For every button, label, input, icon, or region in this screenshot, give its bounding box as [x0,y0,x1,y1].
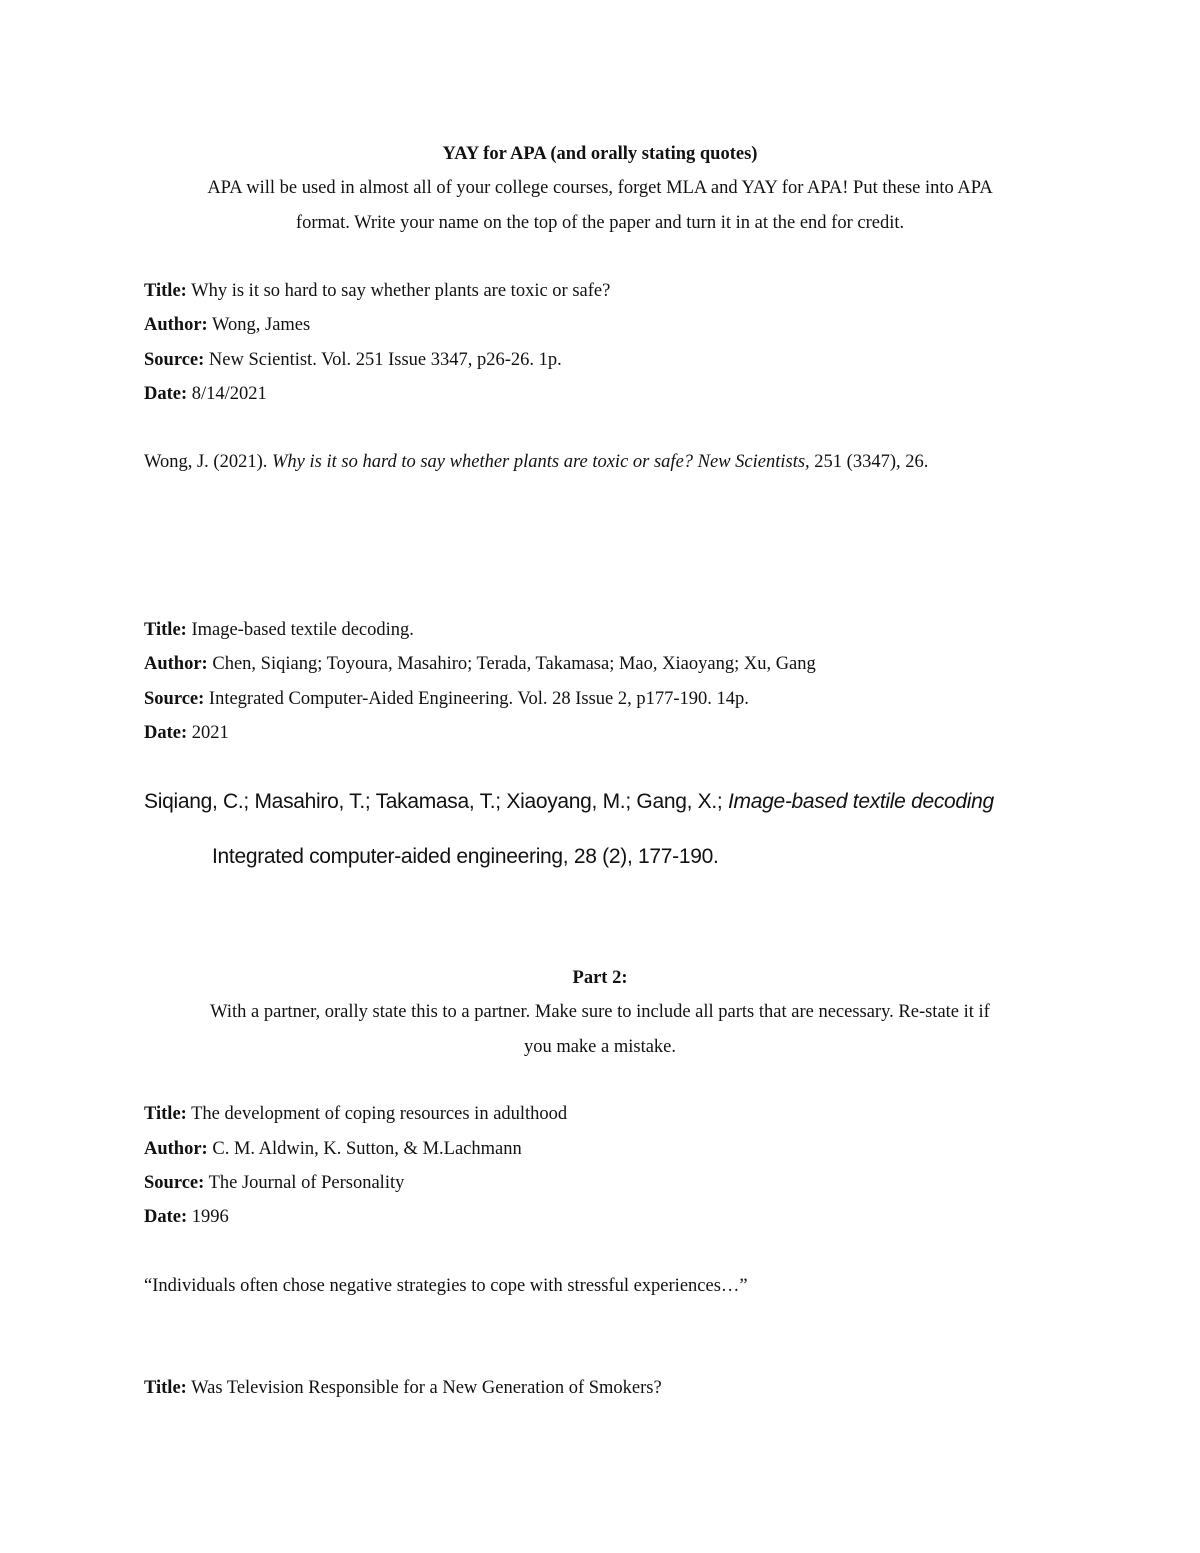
entry1-citation: Wong, J. (2021). Why is it so hard to say whether plants are toxic or safe? New Scientists, 251 (3347), 26. [144,452,929,472]
part2-line-1: With a partner, orally state this to a partner. Make sure to include all parts that are necessary. Re-state it if [210,1002,990,1022]
entry3-date: Date: 1996 [144,1207,229,1227]
entry2-title: Title: Image-based textile decoding. [144,620,414,640]
entry1-title: Title: Why is it so hard to say whether plants are toxic or safe? [144,281,611,301]
part2-line-2: you make a mistake. [523,1037,677,1057]
entry2-citation-line-1: Siqiang, C.; Masahiro, T.; Takamasa, T.; Xiaoyang, M.; Gang, X.; Image-based textile decoding [144,790,994,813]
entry1-author: Author: Wong, James [144,315,311,335]
entry3-source: Source: The Journal of Personality [144,1173,405,1193]
entry2-author: Author: Chen, Siqiang; Toyoura, Masahiro; Terada, Takamasa; Mao, Xiaoyang; Xu, Gang [144,654,816,674]
entry1-date: Date: 8/14/2021 [144,384,267,404]
entry2-source: Source: Integrated Computer-Aided Engineering. Vol. 28 Issue 2, p177-190. 14p. [144,689,749,709]
entry2-citation-line-2: Integrated computer-aided engineering, 28 (2), 177-190. [212,845,719,868]
entry3-author: Author: C. M. Aldwin, K. Sutton, & M.Lachmann [144,1139,522,1159]
entry2-date: Date: 2021 [144,723,229,743]
intro-line-2: format. Write your name on the top of the paper and turn it in at the end for credit. [295,213,905,233]
entry3-title: Title: The development of coping resources in adulthood [144,1104,568,1124]
entry4-title: Title: Was Television Responsible for a New Generation of Smokers? [144,1378,662,1398]
intro-line-1: APA will be used in almost all of your college courses, forget MLA and YAY for APA! Put these into APA [207,178,993,198]
part2-heading: Part 2: [572,968,628,988]
entry3-quote: “Individuals often chose negative strategies to cope with stressful experiences…” [144,1276,748,1296]
entry1-source: Source: New Scientist. Vol. 251 Issue 3347, p26-26. 1p. [144,350,562,370]
document-title: YAY for APA (and orally stating quotes) [442,144,758,164]
